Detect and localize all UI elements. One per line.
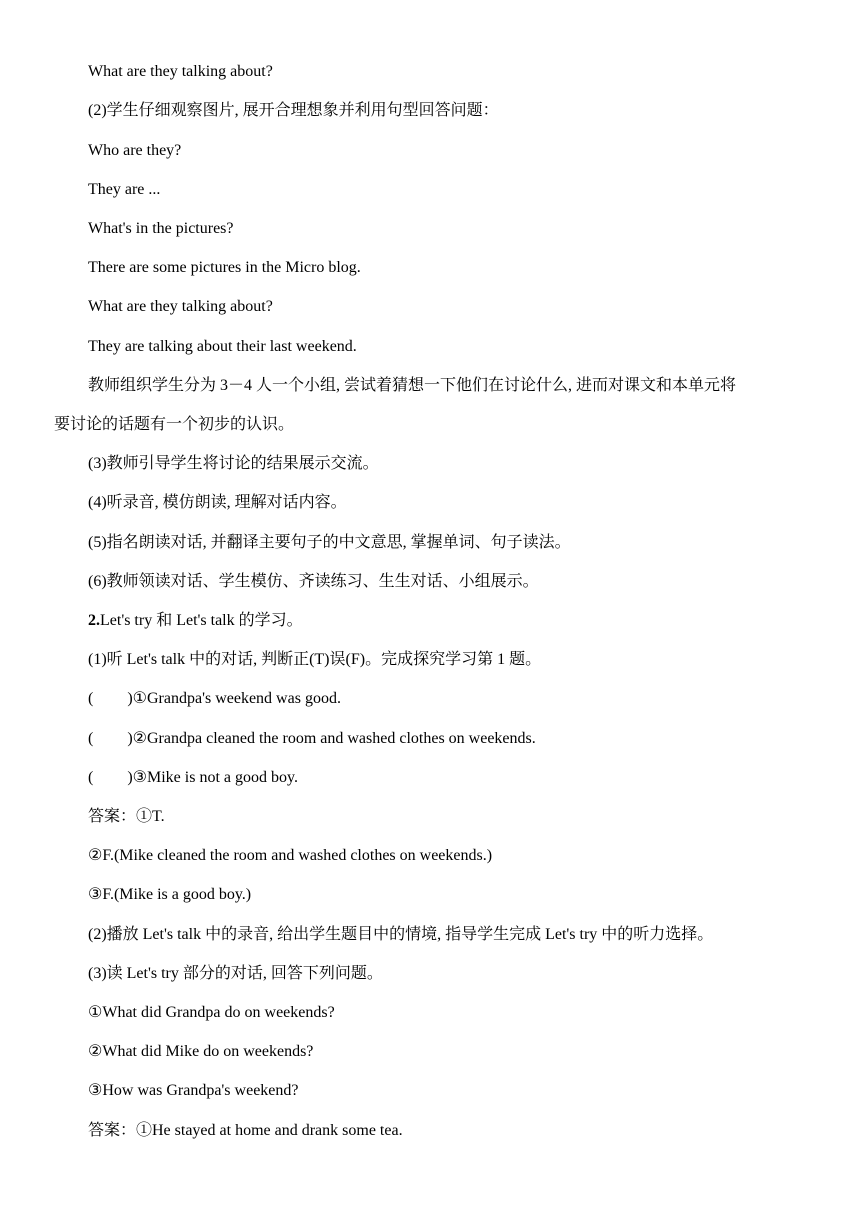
text-line: What's in the pictures? — [88, 220, 234, 237]
answer-line: 答案：①He stayed at home and drank some tea. — [88, 1122, 403, 1139]
paren-open: ( — [88, 730, 94, 747]
text-line: There are some pictures in the Micro blog. — [88, 259, 361, 276]
paren-close: ) — [127, 769, 133, 786]
text-line: (3)读 Let's try 部分的对话, 回答下列问题。 — [88, 965, 383, 982]
text-line: (2)学生仔细观察图片, 展开合理想象并利用句型回答问题： — [88, 102, 499, 119]
question-line: ②What did Mike do on weekends? — [88, 1043, 314, 1060]
paren-close: ) — [127, 730, 133, 747]
question-text: ②Grandpa cleaned the room and washed clothes on weekends. — [132, 730, 536, 747]
text-line: 要讨论的话题有一个初步的认识。 — [54, 416, 295, 433]
question-item — [88, 768, 298, 788]
question-item — [88, 689, 341, 709]
text-line: They are ... — [88, 181, 161, 198]
text-line: What are they talking about? — [88, 63, 273, 80]
text-line: (5)指名朗读对话, 并翻译主要句子的中文意思, 掌握单词、句子读法。 — [88, 534, 571, 551]
text-line: (2)播放 Let's talk 中的录音, 给出学生题目中的情境, 指导学生完成 Let's try 中的听力选择。 — [88, 926, 714, 943]
question-line: ①What did Grandpa do on weekends? — [88, 1004, 335, 1021]
question-item — [88, 729, 536, 749]
text-line: Who are they? — [88, 142, 182, 159]
section-heading — [88, 611, 303, 631]
paren-close: ) — [127, 690, 133, 707]
answer-line: 答案：①T. — [88, 808, 165, 825]
question-text: ③Mike is not a good boy. — [132, 769, 298, 786]
section-title: Let's try 和 Let's talk 的学习。 — [100, 612, 303, 629]
text-line: (1)听 Let's talk 中的对话, 判断正(T)误(F)。完成探究学习第 1 题。 — [88, 651, 542, 668]
text-line: (4)听录音, 模仿朗读, 理解对话内容。 — [88, 494, 347, 511]
paren-open: ( — [88, 769, 94, 786]
paren-open: ( — [88, 690, 94, 707]
question-text: ①Grandpa's weekend was good. — [132, 690, 341, 707]
section-number: 2. — [88, 612, 100, 629]
text-line: (3)教师引导学生将讨论的结果展示交流。 — [88, 455, 379, 472]
text-line: 教师组织学生分为 3－4 人一个小组, 尝试着猜想一下他们在讨论什么, 进而对课文和本单元将 — [88, 377, 737, 394]
text-line: They are talking about their last weekend. — [88, 338, 357, 355]
answer-line: ③F.(Mike is a good boy.) — [88, 886, 252, 903]
answer-line: ②F.(Mike cleaned the room and washed clothes on weekends.) — [88, 847, 493, 864]
text-line: What are they talking about? — [88, 298, 273, 315]
text-line: (6)教师领读对话、学生模仿、齐读练习、生生对话、小组展示。 — [88, 573, 539, 590]
question-line: ③How was Grandpa's weekend? — [88, 1082, 299, 1099]
